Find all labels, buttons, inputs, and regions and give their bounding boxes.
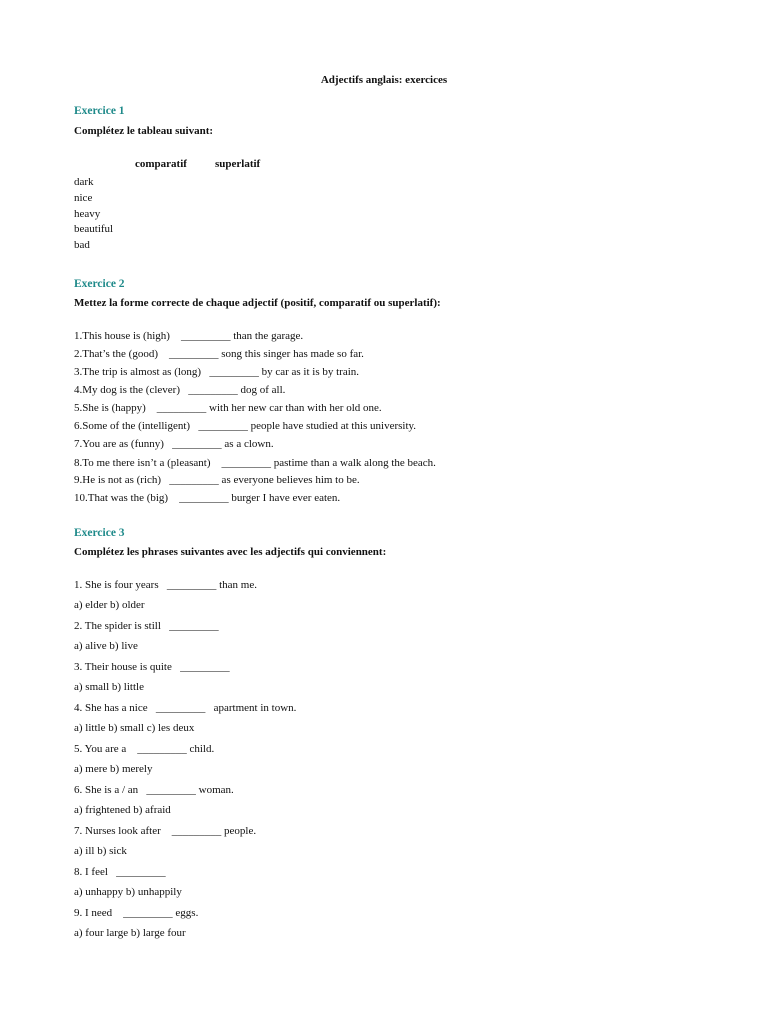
exercise-3-options: a) ill b) sick [74, 845, 127, 857]
adjective-word: dark [74, 176, 94, 188]
column-header-superlatif: superlatif [215, 158, 261, 170]
exercise-3-options: a) four large b) large four [74, 927, 186, 939]
exercise-1-heading: Exercice 1 [74, 105, 125, 117]
exercise-3-question: 2. The spider is still _________ [74, 620, 219, 632]
exercise-2-item: 5.She is (happy) _________ with her new car than with her old one. [74, 402, 382, 414]
exercise-2-item: 10.That was the (big) _________ burger I have ever eaten. [74, 492, 341, 504]
exercise-2-instruction: Mettez la forme correcte de chaque adjectif (positif, comparatif ou superlatif): [74, 297, 441, 309]
exercise-3-question: 4. She has a nice _________ apartment in town. [74, 702, 297, 714]
exercise-2-item: 3.The trip is almost as (long) _________ by car as it is by train. [74, 366, 360, 378]
exercise-3-options: a) small b) little [74, 681, 144, 693]
exercise-2-item: 9.He is not as (rich) _________ as everyone believes him to be. [74, 474, 360, 486]
exercise-2-item: 1.This house is (high) _________ than the garage. [74, 330, 304, 342]
exercise-2-item: 4.My dog is the (clever) _________ dog of all. [74, 384, 286, 396]
exercise-3-options: a) frightened b) afraid [74, 804, 171, 816]
exercise-3-options: a) alive b) live [74, 640, 138, 652]
exercise-2-heading: Exercice 2 [74, 278, 125, 290]
exercise-3-question: 8. I feel _________ [74, 866, 166, 878]
exercise-2-item: 6.Some of the (intelligent) _________ people have studied at this university. [74, 420, 417, 432]
document-title-text: Adjectifs anglais: exercices [320, 74, 448, 86]
exercise-3-question: 6. She is a / an _________ woman. [74, 784, 234, 796]
exercise-3-question: 7. Nurses look after _________ people. [74, 825, 257, 837]
adjective-word: heavy [74, 208, 101, 220]
exercise-3-heading: Exercice 3 [74, 527, 125, 539]
exercise-3-question: 9. I need _________ eggs. [74, 907, 199, 919]
exercise-3-instruction: Complétez les phrases suivantes avec les adjectifs qui conviennent: [74, 546, 387, 558]
exercise-3-options: a) mere b) merely [74, 763, 153, 775]
exercise-2-item: 2.That’s the (good) _________ song this singer has made so far. [74, 348, 364, 360]
exercise-3-options: a) unhappy b) unhappily [74, 886, 182, 898]
adjective-word: beautiful [74, 223, 114, 235]
exercise-2-item: 7.You are as (funny) _________ as a clown. [74, 438, 274, 450]
exercise-3-options: a) little b) small c) les deux [74, 722, 195, 734]
exercise-3-question: 5. You are a _________ child. [74, 743, 215, 755]
exercise-3-question: 1. She is four years _________ than me. [74, 579, 257, 591]
exercise-1-instruction: Complétez le tableau suivant: [74, 125, 214, 137]
adjective-word: bad [74, 239, 90, 251]
exercise-3-options: a) elder b) older [74, 599, 145, 611]
column-header-comparatif: comparatif [135, 158, 187, 170]
adjective-word: nice [74, 192, 93, 204]
exercise-3-question: 3. Their house is quite _________ [74, 661, 230, 673]
document-title [0, 74, 768, 86]
exercise-2-item: 8.To me there isn’t a (pleasant) _________ pastime than a walk along the beach. [74, 457, 436, 469]
